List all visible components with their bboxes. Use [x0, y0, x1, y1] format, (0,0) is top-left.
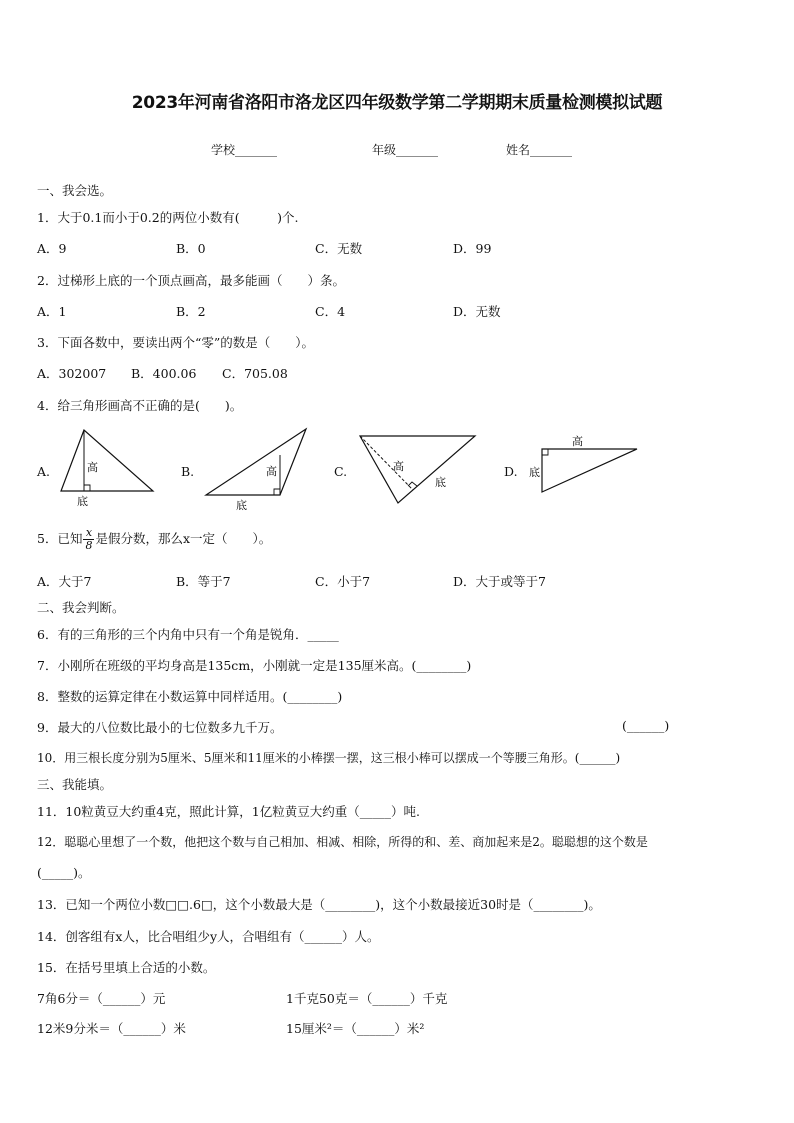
question-6: 6．有的三角形的三个内角中只有一个角是锐角．_____ [37, 627, 339, 642]
q5-option-b: B．等于7 [176, 574, 231, 589]
school-field: 学校_______ [211, 143, 278, 157]
q4-option-a: A. [37, 464, 51, 479]
question-12-line-2: (_____)。 [37, 865, 91, 880]
q3-option-c: C．705.08 [222, 366, 288, 381]
q2-option-c: C．4 [315, 304, 346, 319]
question-5 [37, 527, 271, 552]
q15-item-3: 12米9分米＝（______）米 [37, 1021, 186, 1036]
tri-c-height-label: 高 [393, 460, 404, 473]
question-3: 3．下面各数中，要读出两个“零”的数是（ ）。 [37, 335, 314, 350]
grade-field: 年级_______ [372, 143, 439, 157]
section-heading-2: 二、我会判断。 [37, 600, 125, 615]
name-field: 姓名_______ [506, 143, 573, 157]
q9-answer-blank: (______) [622, 718, 670, 733]
triangle-d-figure [525, 430, 643, 500]
question-1: 1．大于0.1而小于0.2的两位小数有( )个. [37, 210, 299, 225]
tri-c-base-label: 底 [435, 476, 446, 489]
question-11: 11．10粒黄豆大约重4克，照此计算，1亿粒黄豆大约重（_____）吨. [37, 804, 420, 819]
q15-item-4: 15厘米²＝（______）米² [286, 1021, 425, 1036]
q5-prefix: 5．已知 [37, 531, 83, 546]
q1-option-d: D．99 [453, 241, 492, 256]
triangle-b-figure [200, 425, 312, 513]
question-2: 2．过梯形上底的一个顶点画高，最多能画（ ）条。 [37, 273, 345, 288]
question-4: 4．给三角形画高不正确的是( )。 [37, 398, 243, 413]
q1-option-c: C．无数 [315, 241, 363, 256]
q2-option-a: A．1 [37, 304, 67, 319]
section-heading-1: 一、我会选。 [37, 183, 113, 198]
question-8: 8．整数的运算定律在小数运算中同样适用。(________) [37, 689, 343, 704]
triangle-a-figure [55, 425, 160, 513]
tri-b-base-label: 底 [236, 499, 247, 512]
q5-fraction-denominator: 8 [85, 539, 93, 552]
question-7: 7．小刚所在班级的平均身高是135cm，小刚就一定是135厘米高。(________) [37, 658, 472, 673]
q4-option-c: C. [334, 464, 348, 479]
question-13: 13．已知一个两位小数□□.6□，这个小数最大是（________)，这个小数最接近30时是（________)。 [37, 897, 601, 912]
q5-suffix: 是假分数，那么x一定（ ）。 [95, 531, 272, 546]
q1-option-a: A．9 [37, 241, 67, 256]
tri-a-base-label: 底 [77, 495, 88, 508]
q5-option-a: A．大于7 [37, 574, 92, 589]
tri-d-height-label: 高 [572, 435, 583, 448]
q5-option-c: C．小于7 [315, 574, 371, 589]
q3-option-a: A．302007 [37, 366, 107, 381]
q15-item-2: 1千克50克＝（______）千克 [286, 991, 448, 1006]
question-10: 10．用三根长度分别为5厘米、5厘米和11厘米的小棒摆一摆，这三根小棒可以摆成一个等腰三角形。(______) [37, 751, 621, 765]
question-12-line-1: 12．聪聪心里想了一个数，他把这个数与自己相加、相减、相除，所得的和、差、商加起来是2。聪聪想的这个数是 [37, 835, 648, 849]
question-14: 14．创客组有x人，比合唱组少y人，合唱组有（______）人。 [37, 929, 380, 944]
q2-option-b: B．2 [176, 304, 206, 319]
q5-fraction [83, 527, 94, 552]
question-15: 15．在括号里填上合适的小数。 [37, 960, 216, 975]
q5-fraction-numerator: x [83, 527, 94, 540]
q4-option-d: D. [504, 464, 518, 479]
q4-option-b: B. [181, 464, 195, 479]
q15-item-1: 7角6分＝（______）元 [37, 991, 166, 1006]
tri-a-height-label: 高 [87, 461, 98, 474]
question-9: 9．最大的八位数比最小的七位数多九千万。 [37, 720, 283, 735]
triangle-c-figure [355, 430, 480, 510]
section-heading-3: 三、我能填。 [37, 777, 113, 792]
tri-d-base-label: 底 [529, 466, 540, 479]
q5-option-d: D．大于或等于7 [453, 574, 546, 589]
page-title: 2023年河南省洛阳市洛龙区四年级数学第二学期期末质量检测模拟试题 [131, 93, 663, 113]
q1-option-b: B．0 [176, 241, 206, 256]
tri-b-height-label: 高 [266, 465, 277, 478]
q2-option-d: D．无数 [453, 304, 501, 319]
q3-option-b: B．400.06 [131, 366, 197, 381]
